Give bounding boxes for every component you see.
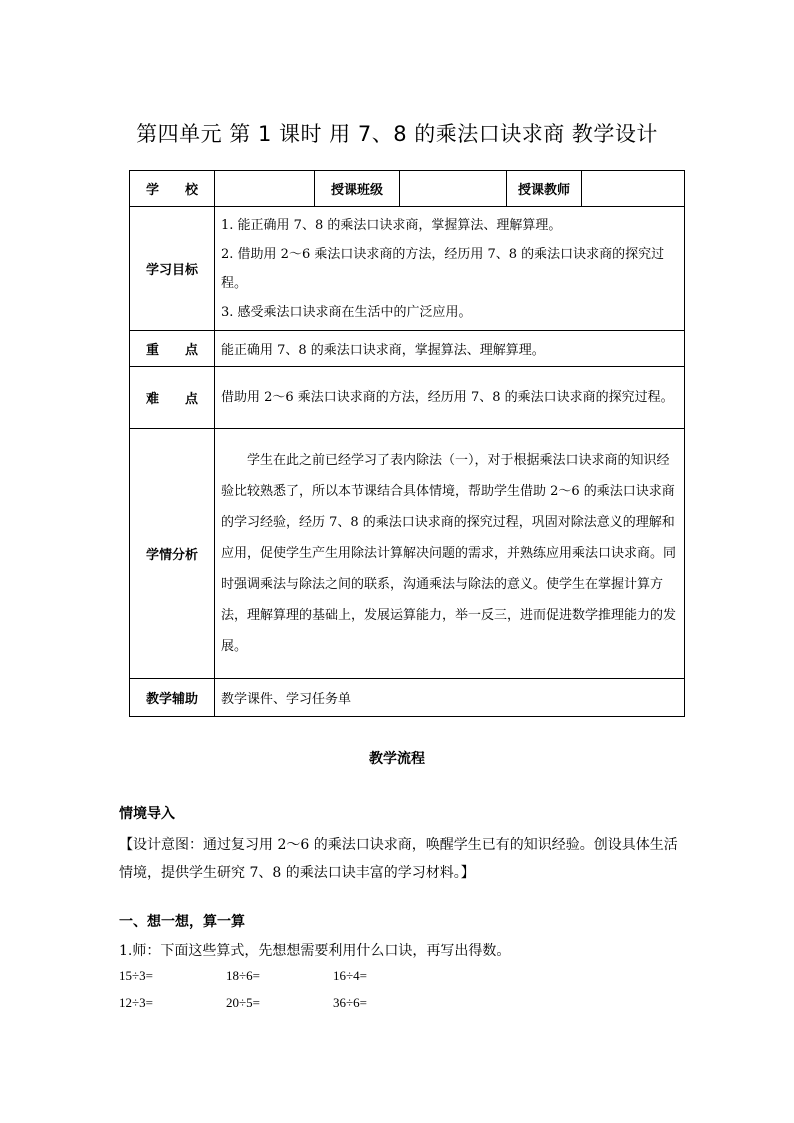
- objective-item: 1. 能正确用 7、8 的乘法口诀求商，掌握算法、理解算理。: [221, 217, 562, 233]
- equation: 15÷3=: [119, 968, 153, 983]
- exercise-instruction: 1.师：下面这些算式，先想想需要利用什么口诀，再写出得数。: [119, 943, 511, 959]
- school-value: [215, 171, 315, 207]
- analysis-row: [130, 429, 685, 679]
- section-heading-intro: 情境导入: [119, 806, 175, 822]
- objective-item: 2. 借助用 2～6 乘法口诀求商的方法，经历用 7、8 的乘法口诀求商的探究过程。: [221, 246, 665, 291]
- teacher-value: [582, 171, 685, 207]
- design-intent: 【设计意图：通过复习用 2～6 的乘法口诀求商，唤醒学生已有的知识经验。创设具体生活情境，提供学生研究 7、8 的乘法口诀丰富的学习材料。】: [119, 837, 678, 881]
- equation: 16÷4=: [333, 968, 367, 983]
- difficulty-text: 借助用 2～6 乘法口诀求商的方法，经历用 7、8 的乘法口诀求商的探究过程。: [215, 367, 685, 429]
- difficulty-label: 难 点: [130, 367, 215, 429]
- objectives-cell: [215, 207, 685, 331]
- flow-title: 教学流程: [369, 751, 425, 767]
- class-value: [400, 171, 507, 207]
- school-label: 学 校: [130, 171, 215, 207]
- document-title: 第四单元 第 1 课时 用 7、8 的乘法口诀求商 教学设计: [136, 122, 658, 146]
- header-row: [130, 171, 685, 207]
- analysis-label: 学情分析: [130, 429, 215, 679]
- key-label: 重 点: [130, 331, 215, 367]
- class-label: 授课班级: [315, 171, 400, 207]
- section-heading-think: 一、想一想，算一算: [119, 914, 245, 930]
- difficulty-row: [130, 367, 685, 429]
- key-row: [130, 331, 685, 367]
- objectives-row: [130, 207, 685, 331]
- aids-text: 教学课件、学习任务单: [215, 679, 685, 717]
- objective-item: 3. 感受乘法口诀求商在生活中的广泛应用。: [221, 304, 472, 320]
- key-text: 能正确用 7、8 的乘法口诀求商，掌握算法、理解算理。: [215, 331, 685, 367]
- equation: 20÷5=: [226, 995, 260, 1010]
- lesson-info-table: [129, 170, 685, 717]
- equation: 36÷6=: [333, 995, 367, 1010]
- objectives-label: 学习目标: [130, 207, 215, 331]
- equation: 12÷3=: [119, 995, 153, 1010]
- teacher-label: 授课教师: [507, 171, 582, 207]
- aids-row: [130, 679, 685, 717]
- aids-label: 教学辅助: [130, 679, 215, 717]
- analysis-text: 学生在此之前已经学习了表内除法（一），对于根据乘法口诀求商的知识经验比较熟悉了，所以本节课结合具体情境，帮助学生借助 2～6 的乘法口诀求商的学习经验，经历 7、8 的乘法口诀求商的探究过程，巩固对除法意义的理解和应用，促使学生产生用除法计算解决问题的需求，并熟练应用乘法口诀求商。同时强调乘法与除法之间的联系，沟通乘法与除法的意义。使学生在掌握计算方法，理解算理的基础上，发展运算能力，举一反三，进而促进数学推理能力的发展。: [215, 429, 685, 679]
- equation: 18÷6=: [226, 968, 260, 983]
